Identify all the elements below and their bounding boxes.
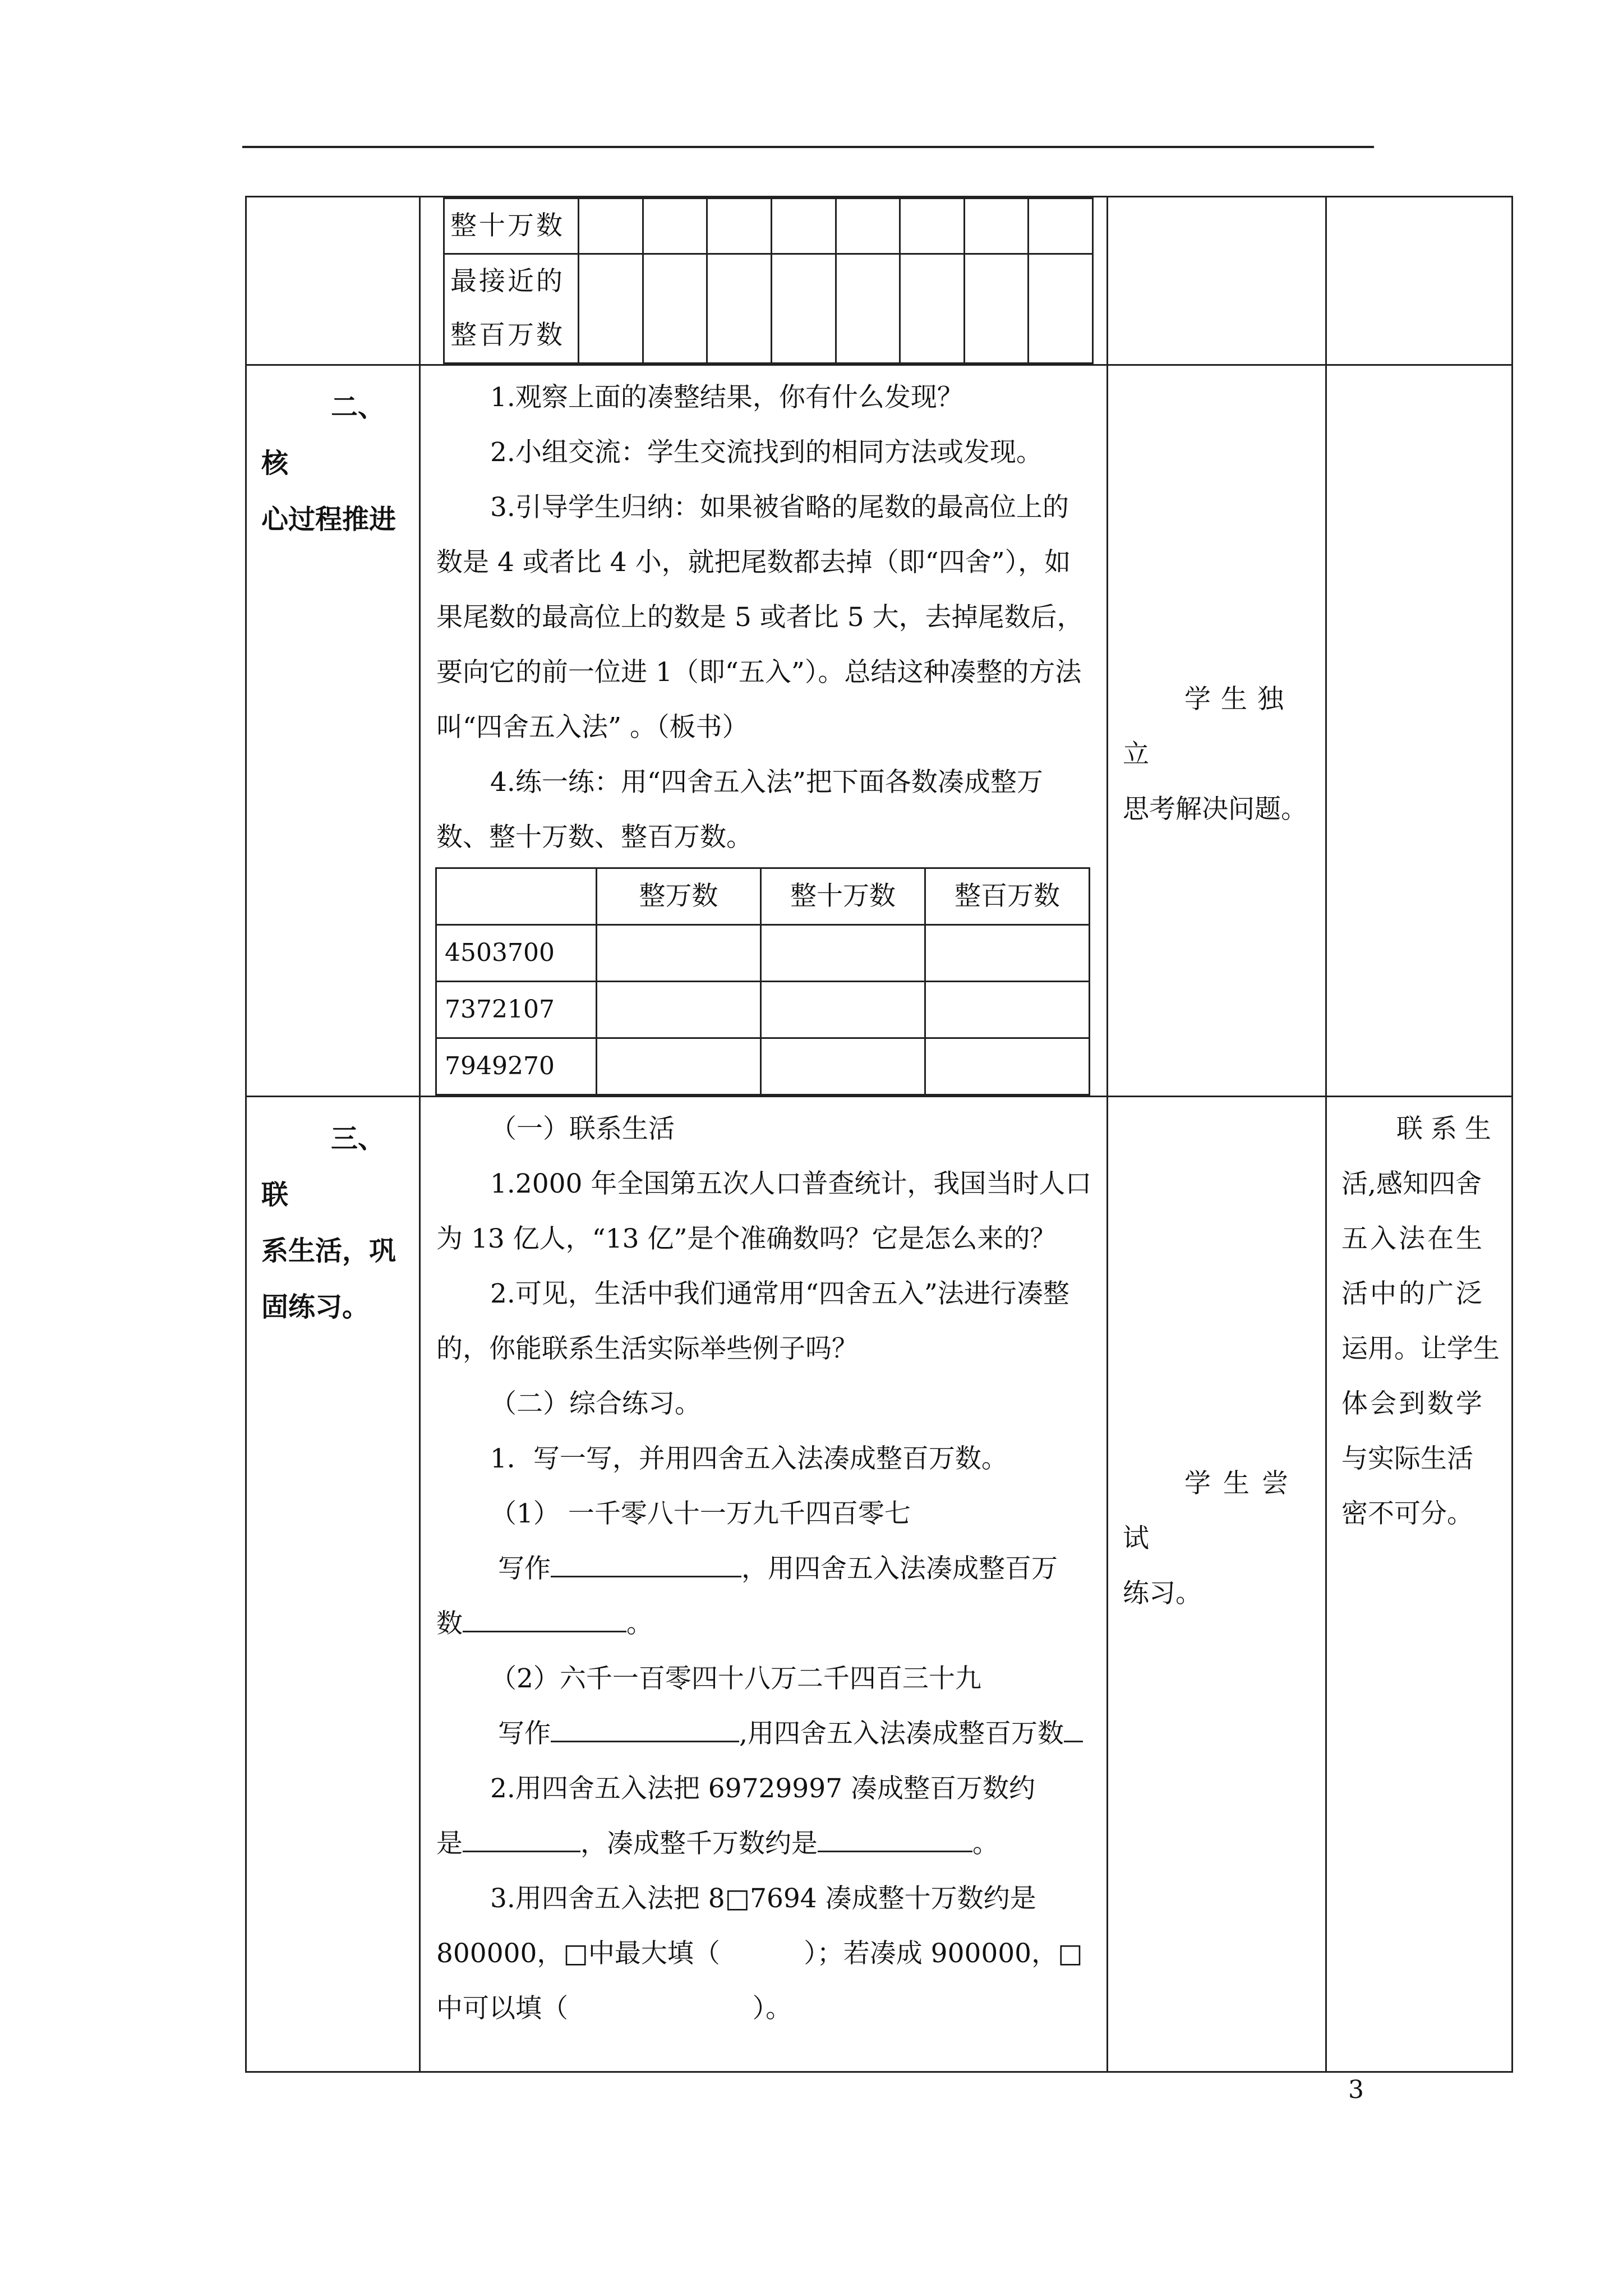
practice-number: 7372107 [436,982,597,1038]
practice-row [436,1038,1090,1095]
practice-row [436,982,1090,1038]
content-cell-continuation [420,197,1108,365]
grid-cell [643,199,707,254]
exercise-text: ，用四舍五入法凑成整百万 [741,1553,1058,1584]
design-text: 运用。让学生 [1341,1333,1500,1364]
practice-header [436,868,597,925]
answer-blank[interactable] [1064,1708,1083,1742]
practice-cell [597,925,761,982]
exercise-text: （1） 一千零八十一万九千四百零七 [490,1498,911,1529]
practice-cell [925,982,1090,1038]
table-row-core-process [246,365,1513,1097]
activity-text: 学生尝试 [1123,1468,1301,1554]
grid-cell [579,199,643,254]
exercise-text: 3.用四舍五入法把 8□7694 凑成整十万数约是 [490,1883,1036,1914]
practice-cell [761,925,925,982]
design-text: 五入法在生 [1341,1223,1484,1254]
exercise-line [436,1542,1092,1596]
practice-cell [597,1038,761,1095]
rounding-row-million [444,254,1093,364]
write-label: 写作 [498,1718,551,1749]
content-paragraph: 2.可见，生活中我们通常用“四舍五入”法进行凑整的，你能联系生活实际举些例子吗？ [436,1278,1069,1364]
practice-row [436,925,1090,982]
activity-cell [1108,1097,1326,2072]
activity-cell-empty [1108,197,1326,365]
answer-blank[interactable] [463,1818,580,1852]
design-cell-empty [1326,197,1513,365]
content-paragraph: 4.练一练：用“四舍五入法”把下面各数凑成整万数、整十万数、整百万数。 [436,767,1043,853]
practice-cell [761,1038,925,1095]
stage-cell [246,1097,420,2072]
grid-cell [1029,254,1093,364]
answer-blank[interactable] [551,1543,741,1577]
design-text: 体会到数学 [1341,1388,1484,1419]
exercise-line [436,1706,1092,1761]
exercise-text: 。 [626,1608,653,1639]
exercise-text: 中可以填（ ）。 [436,1993,792,2024]
lesson-plan-table [245,196,1513,2073]
activity-cell [1108,365,1326,1097]
practice-cell [761,982,925,1038]
content-paragraph: 1.2000 年全国第五次人口普查统计，我国当时人口为 13 亿人，“13 亿”是个准确数吗？它是怎么来的？ [436,1168,1092,1254]
grid-cell [964,199,1029,254]
activity-text: 练习。 [1123,1578,1202,1609]
grid-cell [964,254,1029,364]
exercise-text: 数 [436,1608,463,1639]
table-row-continuation [246,197,1513,365]
practice-header: 整百万数 [925,868,1090,925]
exercise-text: 是 [436,1828,463,1859]
write-label: 写作 [498,1553,551,1584]
table-row-practice [246,1097,1513,2072]
row-label-line: 整百万数 [450,320,565,351]
answer-blank[interactable] [818,1818,972,1852]
grid-cell [579,254,643,364]
exercise-text: （2）六千一百零四十八万二千四百三十九 [490,1663,981,1694]
exercise-text: 2.用四舍五入法把 69729997 凑成整百万数约 [490,1773,1035,1804]
exercise-line [436,1596,1092,1651]
page-number: 3 [1348,2076,1364,2104]
design-text: 联系生 [1396,1114,1499,1144]
row-label [444,254,579,364]
practice-cell [925,925,1090,982]
design-text: 与实际生活 [1341,1443,1473,1474]
exercise-text: ，凑成整千万数约是 [580,1828,818,1859]
grid-cell [900,199,965,254]
practice-number: 7949270 [436,1038,597,1095]
practice-header: 整万数 [597,868,761,925]
exercise-text: 1．写一写，并用四舍五入法凑成整百万数。 [490,1443,1008,1474]
design-text: 活,感知四舍 [1341,1168,1482,1199]
stage-title: 固练习。 [261,1291,370,1323]
grid-cell [643,254,707,364]
exercise-line [436,1816,1092,1871]
row-label: 整十万数 [444,199,579,254]
content-paragraph: 1.观察上面的凑整结果，你有什么发现？ [490,382,963,413]
row-label-line: 最接近的 [450,266,565,297]
stage-title: 三、联 [261,1123,385,1211]
header-rule [242,146,1374,148]
grid-cell [836,199,900,254]
exercise-text: 。 [972,1828,999,1859]
grid-cell [707,199,772,254]
practice-header: 整十万数 [761,868,925,925]
exercise-text: ,用四舍五入法凑成整百万数 [739,1718,1064,1749]
answer-blank[interactable] [551,1708,739,1742]
sub-heading: （二）综合练习。 [490,1388,701,1419]
grid-cell [836,254,900,364]
content-cell [420,365,1108,1097]
stage-title: 二、核 [261,392,385,479]
stage-title: 心过程推进 [261,504,396,535]
practice-cell [597,982,761,1038]
practice-number: 4503700 [436,925,597,982]
design-text: 活中的广泛 [1341,1278,1484,1309]
grid-cell [707,254,772,364]
content-cell [420,1097,1108,2072]
answer-blank[interactable] [463,1598,626,1632]
practice-table [435,867,1090,1096]
sub-heading: （一）联系生活 [490,1114,675,1144]
grid-cell [900,254,965,364]
design-text: 密不可分。 [1341,1498,1473,1529]
stage-cell [246,365,420,1097]
practice-header-row [436,868,1090,925]
exercise-text: 800000，□中最大填（ ）；若凑成 900000，□ [436,1938,1083,1969]
grid-cell [771,254,836,364]
content-paragraph: 2.小组交流：学生交流找到的相同方法或发现。 [490,437,1043,468]
rounding-grid [443,197,1094,364]
activity-text: 思考解决问题。 [1123,794,1307,825]
stage-title: 系生活，巩 [261,1235,396,1267]
rounding-row-hundred-thousand [444,199,1093,254]
grid-cell [1029,199,1093,254]
grid-cell [771,199,836,254]
practice-cell [925,1038,1090,1095]
content-paragraph: 3.引导学生归纳：如果被省略的尾数的最高位上的数是 4 或者比 4 小，就把尾数都去掉（即“四舍”），如果尾数的最高位上的数是 5 或者比 5 大，去掉尾数后，要向它的前一位进 1（即“五入”）。总结这种凑整的方法叫“四舍五入法” 。（板书） [436,492,1083,743]
design-cell [1326,1097,1513,2072]
activity-text: 学生独立 [1123,684,1294,770]
design-cell-empty [1326,365,1513,1097]
stage-cell-empty [246,197,420,365]
